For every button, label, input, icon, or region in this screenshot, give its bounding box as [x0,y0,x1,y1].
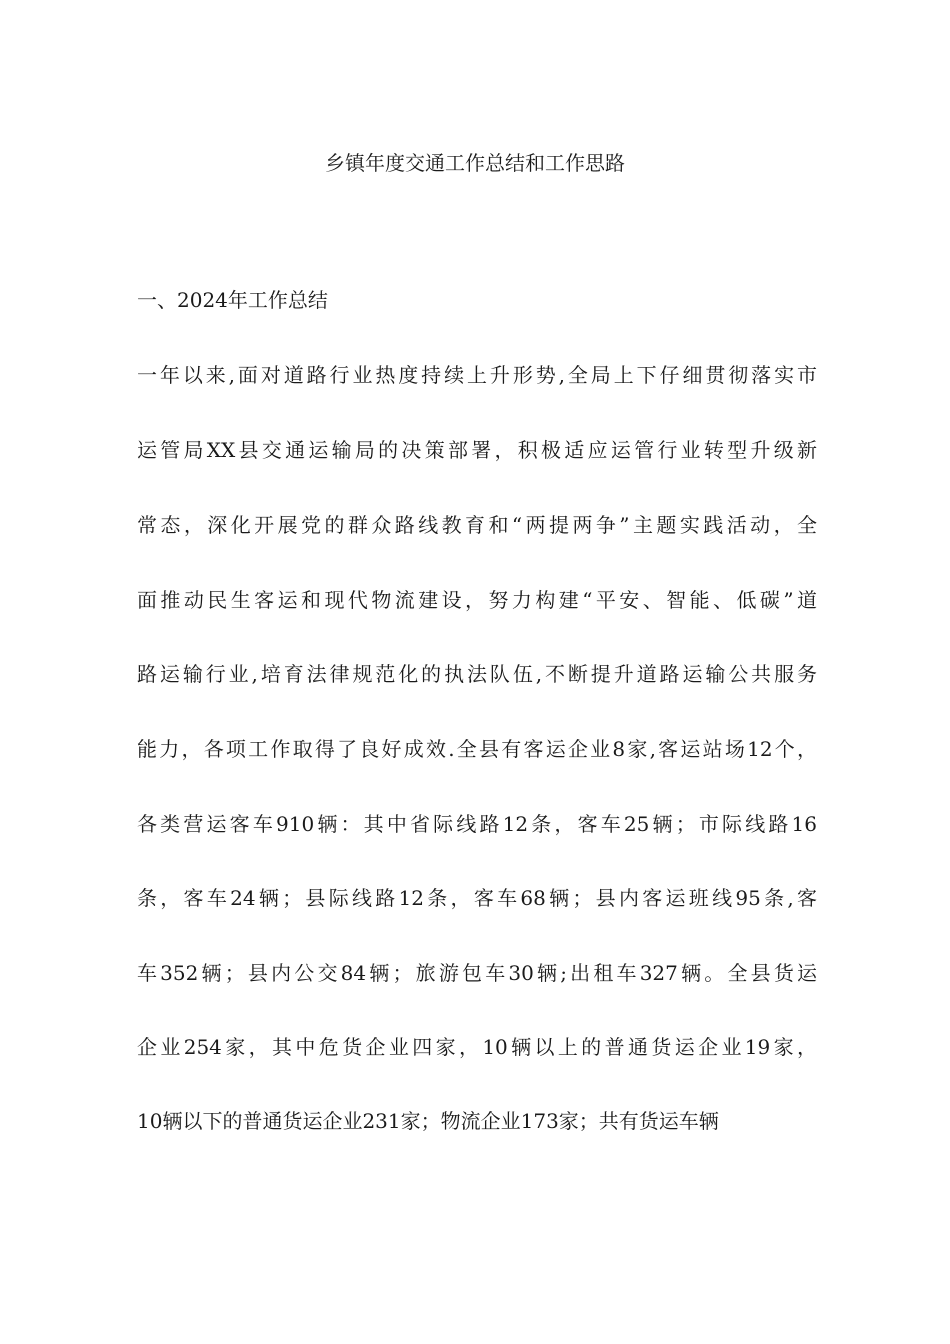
section-heading: 一、2024年工作总结 [137,288,328,312]
paragraph-line: 常态，深化开展党的群众路线教育和“两提两争”主题实践活动，全 [137,513,817,537]
paragraph-line: 企业254家，其中危货企业四家，10辆以上的普通货运企业19家， [137,1035,817,1059]
paragraph-line: 运管局XX县交通运输局的决策部署，积极适应运管行业转型升级新 [137,438,817,462]
paragraph-line: 车352辆；县内公交84辆；旅游包车30辆;出租车327辆。全县货运 [137,961,817,985]
paragraph-line: 面推动民生客运和现代物流建设，努力构建“平安、智能、低碳”道 [137,588,817,612]
paragraph-line: 10辆以下的普通货运企业231家；物流企业173家；共有货运车辆 [137,1109,719,1133]
paragraph-line: 路运输行业,培育法律规范化的执法队伍,不断提升道路运输公共服务 [137,662,817,686]
paragraph-line: 各类营运客车910辆：其中省际线路12条，客车25辆；市际线路16 [137,812,817,836]
document-title: 乡镇年度交通工作总结和工作思路 [325,151,625,175]
paragraph-line: 能力，各项工作取得了良好成效.全县有客运企业8家,客运站场12个， [137,737,817,761]
paragraph-line: 条，客车24辆；县际线路12条，客车68辆；县内客运班线95条,客 [137,886,817,910]
paragraph-line: 一年以来,面对道路行业热度持续上升形势,全局上下仔细贯彻落实市 [137,363,817,387]
